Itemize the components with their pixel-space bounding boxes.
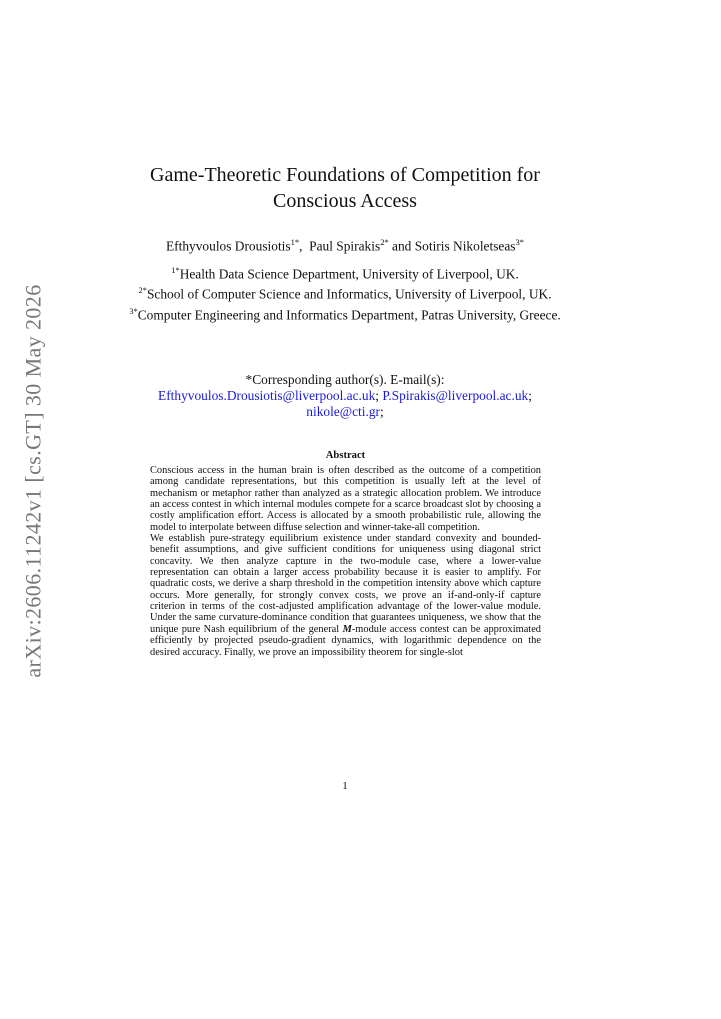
email-separator: ; <box>375 388 380 403</box>
affiliation <box>125 303 565 323</box>
affiliation-mark: 1* <box>171 265 180 275</box>
email-link[interactable]: Efthyvoulos.Drousiotis@liverpool.ac.uk <box>158 388 376 403</box>
author-mark: 2* <box>380 237 389 247</box>
affiliation-mark: 3* <box>129 305 138 316</box>
corresponding-label: *Corresponding author(s). E-mail(s): <box>245 372 445 387</box>
abstract-heading: Abstract <box>325 450 366 461</box>
arxiv-id: arXiv:2606.11242v1 [cs.GT] 30 May 2026 <box>21 284 46 678</box>
affiliation <box>125 282 565 302</box>
author-mark: 3* <box>515 237 525 247</box>
email-list <box>125 388 565 404</box>
abstract-text: -module access contest can be approximated efficiently by projected pseudo-gradient dynamics, with logarithmic dependence on the desired accuracy. Finally, we prove an impossibility theorem for single-slot <box>150 623 541 658</box>
abstract-paragraph: Conscious access in the human brain is often described as the outcome of a competition among candidate representations, but this competition is usually left at the level of mechanism or metaphor rather than analyzed as a strategic allocation problem. We introduce an access contest in which internal modules compete for a scarce broadcast slot by choosing a costly amplification effort. Access is allocated by a smooth probabilistic rule, allowing the model to interpolate between diffuse selection and winner-take-all competition. <box>150 465 541 533</box>
abstract-body <box>150 465 541 658</box>
math-symbol: M <box>342 623 352 635</box>
affiliation <box>125 262 565 282</box>
affiliation-text: School of Computer Science and Informatics, University of Liverpool, UK. <box>146 286 552 302</box>
email-separator: ; <box>528 388 532 403</box>
author-list <box>100 234 590 254</box>
affiliations <box>125 262 565 323</box>
email-separator: ; <box>379 404 384 419</box>
author-separator: , <box>299 238 310 254</box>
page-number: 1 <box>342 780 348 792</box>
corresponding-author <box>125 372 565 420</box>
author-name: Sotiris Nikoletseas <box>414 238 516 254</box>
author-name: Efthyvoulos Drousiotis <box>165 238 291 254</box>
author-mark: 1* <box>290 237 300 247</box>
email-link[interactable]: nikole@cti.gr <box>306 404 380 419</box>
email-link[interactable]: P.Spirakis@liverpool.ac.uk <box>382 388 529 403</box>
paper-title: Game-Theoretic Foundations of Competition for Conscious Access <box>150 164 540 212</box>
arxiv-sidebar-stamp <box>20 284 48 678</box>
email-list <box>125 404 565 420</box>
abstract-text: We establish pure-strategy equilibrium existence under standard convexity and bounded-benefit assumptions, and give sufficient conditions for uniqueness using diagonal strict concavity. We then analyze capture in the two-module case, where a lower-value representation can obtain a larger access probability because it is easier to amplify. For quadratic costs, we derive a sharp threshold in the competition intensity above which capture occurs. More generally, for strongly convex costs, we prove an if-and-only-if capture criterion in terms of the cost-adjusted amplification advantage of the lower-value module. Under the same curvature-dominance condition that guarantees uniqueness, we show that the unique pure Nash equilibrium of the general <box>150 533 541 635</box>
affiliation-text: Health Data Science Department, University of Liverpool, UK. <box>179 266 519 282</box>
author-separator: and <box>388 238 415 254</box>
author-name: Paul Spirakis <box>309 238 381 254</box>
affiliation-text: Computer Engineering and Informatics Department, Patras University, Greece. <box>137 307 561 323</box>
abstract-paragraph <box>150 533 541 658</box>
affiliation-mark: 2* <box>138 285 147 296</box>
